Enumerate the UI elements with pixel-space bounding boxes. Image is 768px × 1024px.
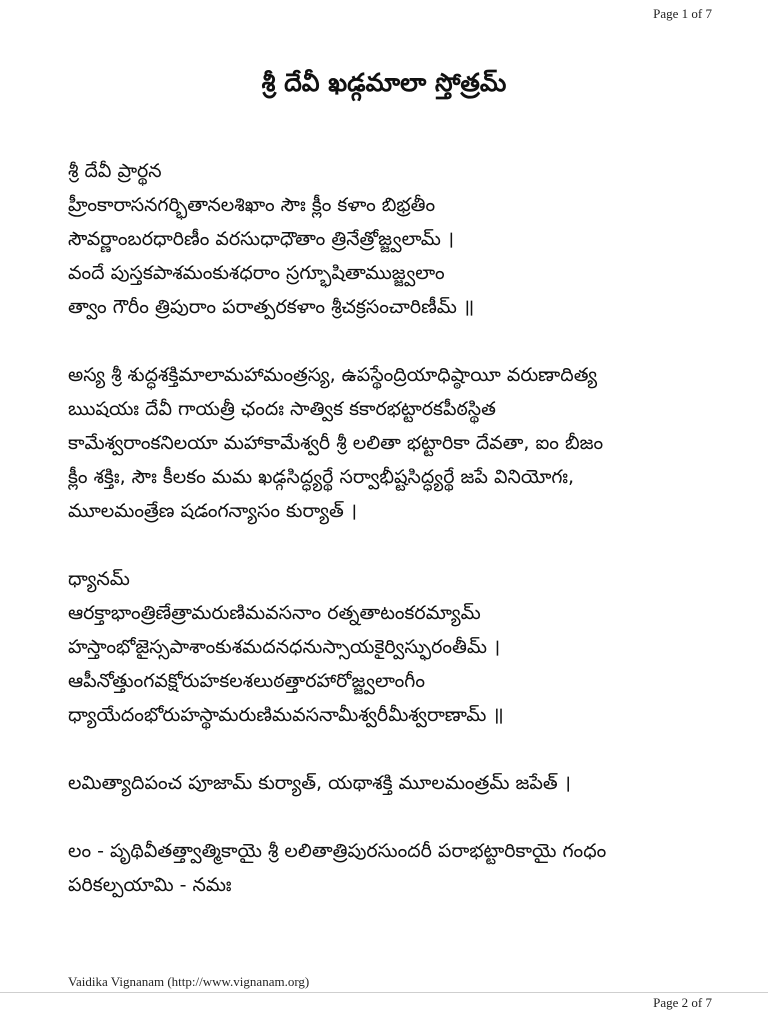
dhyanam-heading: ధ్యానమ్ xyxy=(68,568,130,590)
lam-line: పరికల్పయామి - నమః xyxy=(68,874,232,896)
dhyanam-line: ఆపీనోత్తుంగవక్షోరుహకలశలుఠత్తారహారోజ్జ్వలాంగీం xyxy=(68,670,425,692)
prarthana-line: వందే పుస్తకపాశమంకుశధరాం స్రగ్భూషితాముజ్జ్వలాం xyxy=(68,262,445,284)
lam-line: లం - పృథివీతత్త్వాత్మికాయై శ్రీ లలితాత్రిపురసుందరీ పరాభట్టారికాయై గంధం xyxy=(68,840,607,862)
dhyanam-line: హస్తాంభోజైస్సపాశాంకుశమదనధనుస్సాయకైర్విస్ఫురంతీమ్ । xyxy=(68,636,501,658)
prarthana-heading: శ్రీ దేవీ ప్రార్థన xyxy=(68,160,162,182)
paragraph-gap xyxy=(68,528,708,562)
viniyoga-line: మూలమంత్రేణ షడంగన్యాసం కుర్యాత్ । xyxy=(68,500,358,522)
paragraph-gap xyxy=(68,732,708,766)
viniyoga-line: క్లీం శక్తిః, సౌః కీలకం మమ ఖడ్గసిద్ధ్యర్థే సర్వాభీష్టసిద్ధ్యర్థే జపే వినియోగః, xyxy=(68,466,575,488)
page-divider xyxy=(0,992,768,993)
document-body xyxy=(68,154,708,902)
dhyanam-line: ధ్యాయేదంభోరుహస్థామరుణిమవసనామీశ్వరీమీశ్వరాణామ్ ॥ xyxy=(68,704,504,726)
page-number-top: Page 1 of 7 xyxy=(653,6,712,21)
dhyanam-line: ఆరక్తాభాంత్రిణేత్రామరుణిమవసనాం రత్నతాటంకరమ్యామ్ xyxy=(68,602,481,624)
prarthana-line: సౌవర్ణాంబరధారిణీం వరసుధాధౌతాం త్రినేత్రోజ్జ్వలామ్ । xyxy=(68,228,455,250)
document-title: శ్రీ దేవీ ఖడ్గమాలా స్తోత్రమ్ xyxy=(261,68,507,97)
page-number-bottom: Page 2 of 7 xyxy=(653,995,712,1010)
viniyoga-line: కామేశ్వరాంకనిలయా మహాకామేశ్వరీ శ్రీ లలితా భట్టారికా దేవతా, ఐం బీజం xyxy=(68,432,604,454)
paragraph-gap xyxy=(68,800,708,834)
viniyoga-line: అస్య శ్రీ శుద్ధశక్తిమాలామహామంత్రస్య, ఉపస్థేంద్రియాధిష్ఠాయీ వరుణాదిత్య xyxy=(68,364,598,386)
prarthana-line: హ్రీంకారాసనగర్భితానలశిఖాం సౌః క్లీం కళాం బిభ్రతీం xyxy=(68,194,436,216)
puja-line: లమిత్యాదిపంచ పూజామ్ కుర్యాత్, యథాశక్తి మూలమంత్రమ్ జపేత్ । xyxy=(68,772,571,794)
prarthana-line: త్వాం గౌరీం త్రిపురాం పరాత్పరకళాం శ్రీచక్రసంచారిణీమ్ ॥ xyxy=(68,296,475,318)
footer-credit: Vaidika Vignanam (http://www.vignanam.org) xyxy=(68,974,310,989)
paragraph-gap xyxy=(68,324,708,358)
viniyoga-line: ఋషయః దేవీ గాయత్రీ ఛందః సాత్విక కకారభట్టారకపీఠస్థిత xyxy=(68,398,496,420)
